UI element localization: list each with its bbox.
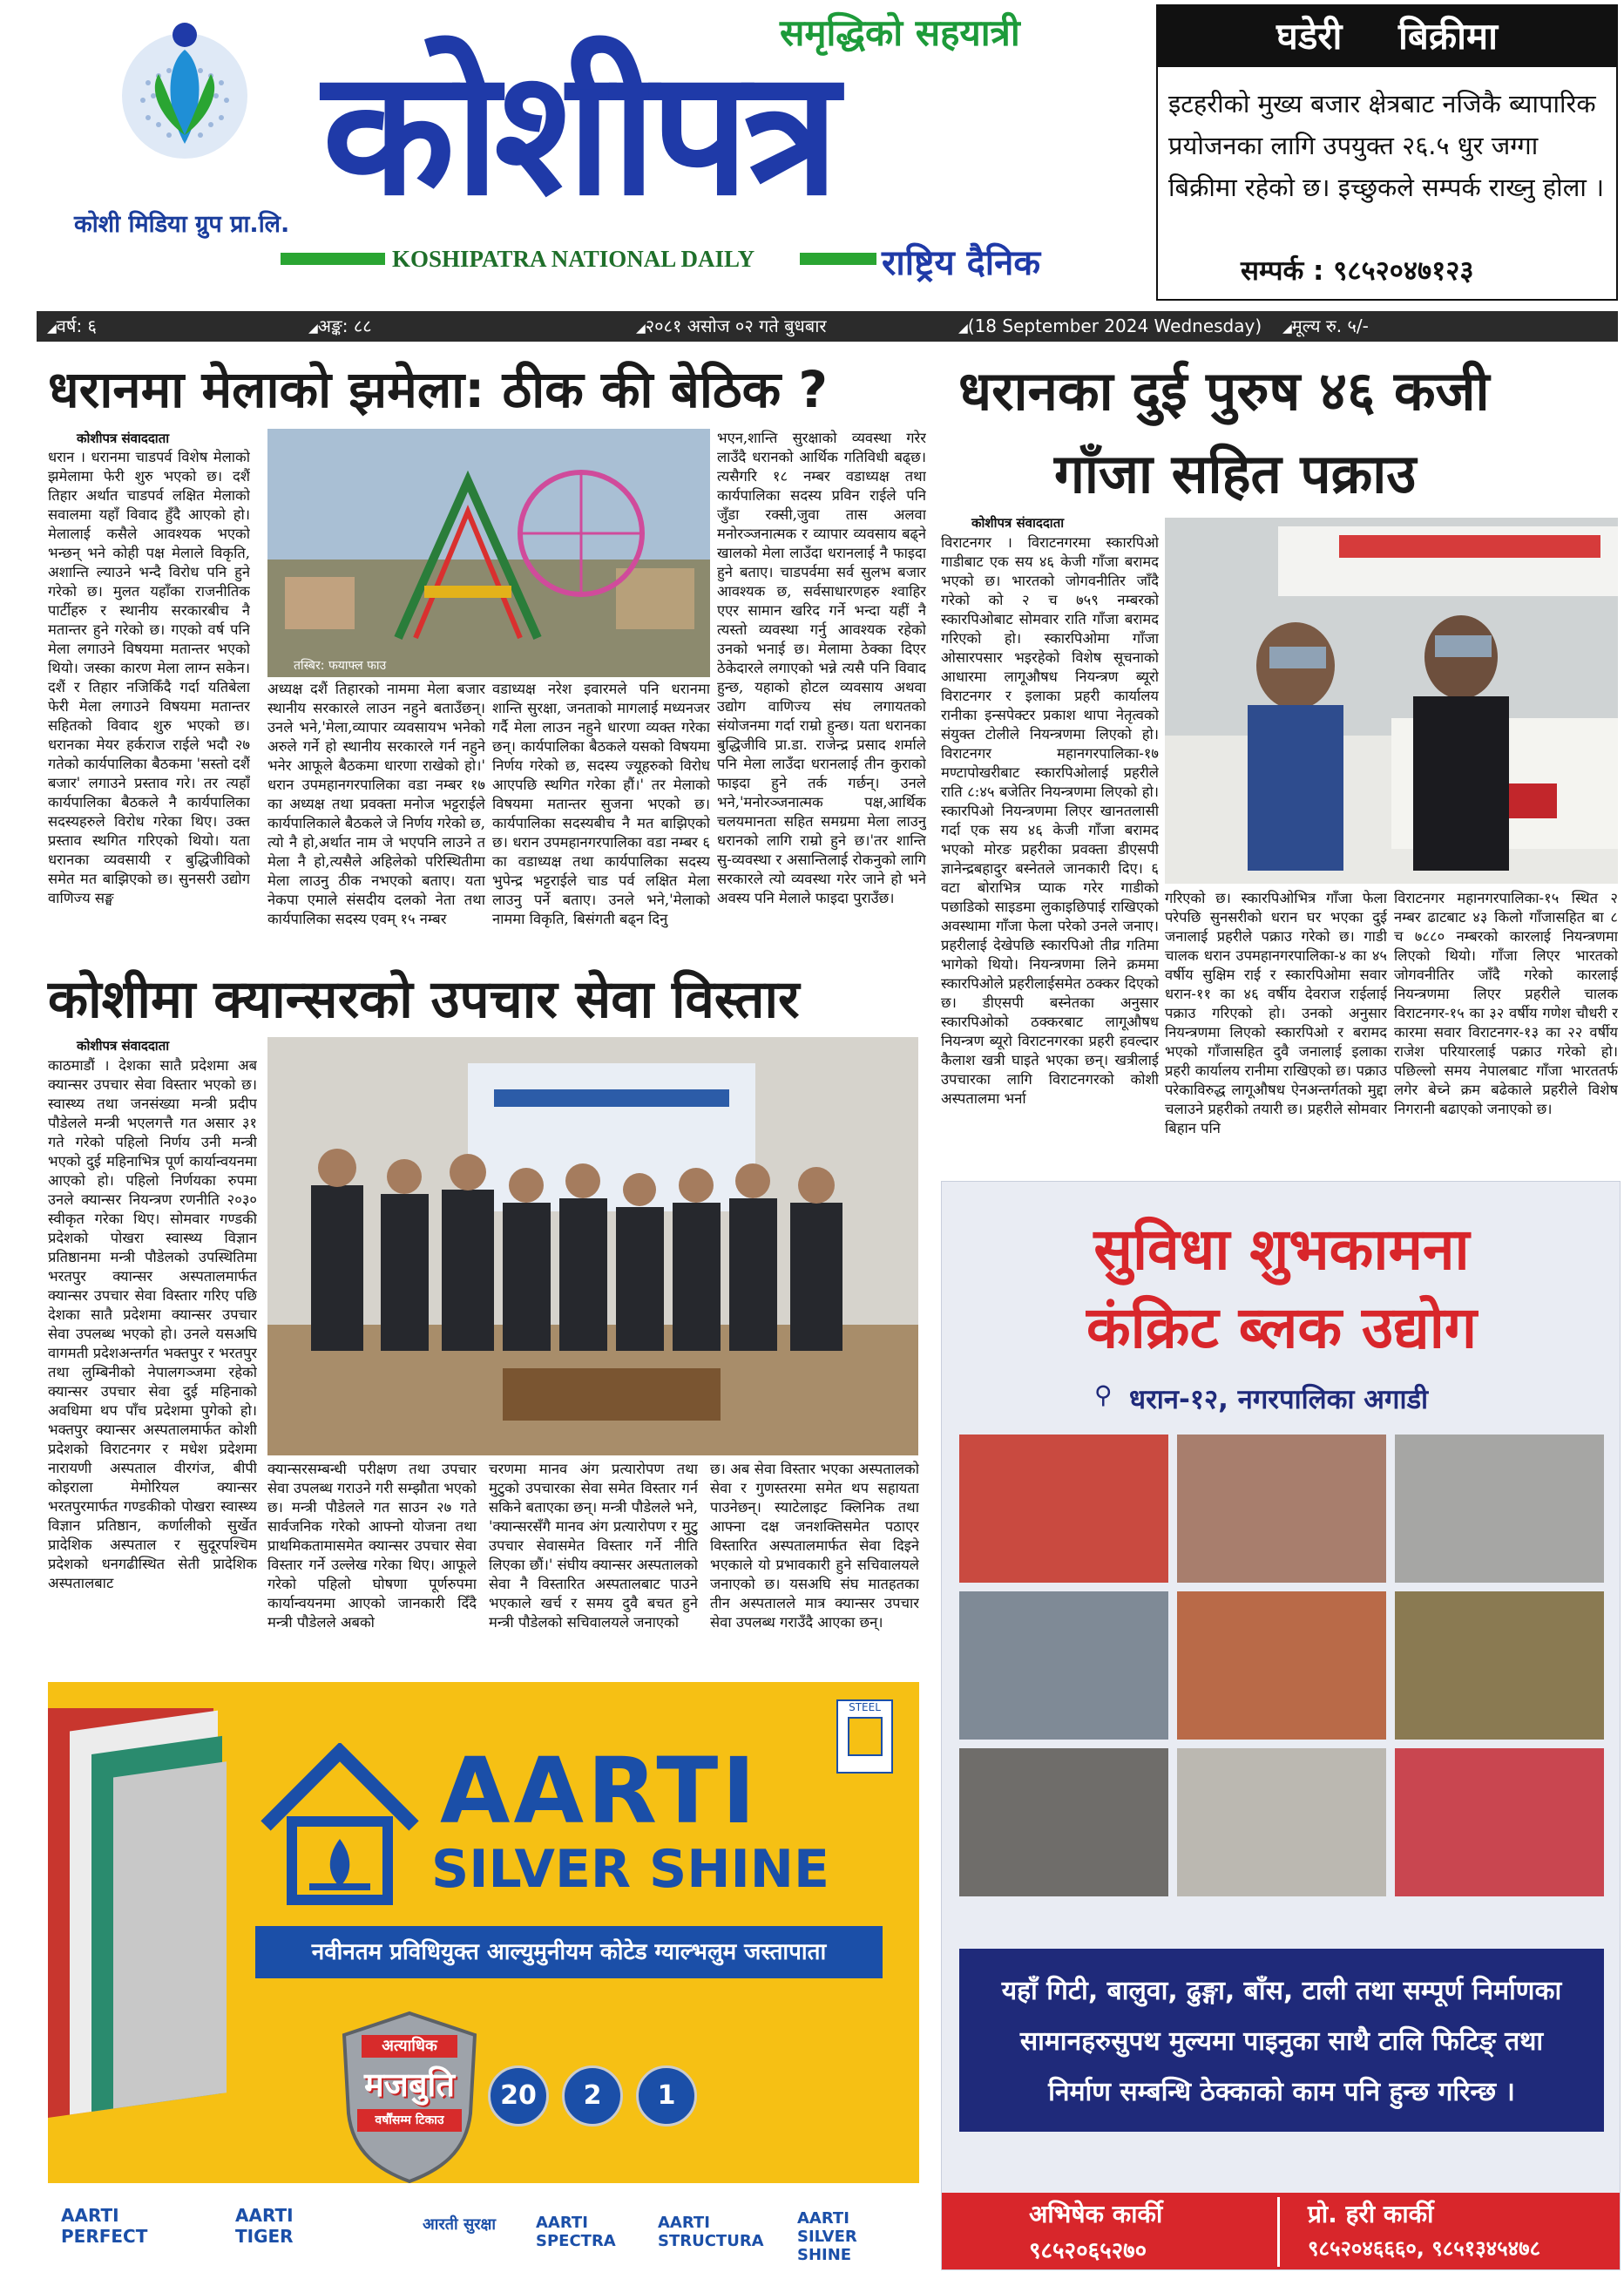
product-logo: AARTI TIGER — [235, 2205, 294, 2247]
story1-column: भएन,शान्ति सुरक्षाको व्यवस्था गरेर लाउँदै धरानको आर्थिक गतिविधी बढ्छ। त्यसैगरि १८ नम्बर वडाध्यक्ष तथा कार्यपालिका सदस्य प्रविन राईले पनि जुँडा रक्सी,जुवा तास अलवा मनोरञ्जनात्मक र व्यापार व्यवसाय बढ्ने खालको मेला लाउँदा धरानलाई नै फाइदा हुने बताए। चाडपर्वमा सर्व सुलभ बजार आवश्यक छ, सर्वसाधारणहरु श्वाहिर एएर सामान खरिद गर्ने भन्दा यहीं नै त्यस्तो व्यवस्था गर्नु आवश्यक रहेको उनको भनाई छ। मेलामा ठेक्का दिएर ठेकेदारले लगाएको भन्ने त्यसै पनि विवाद हुन्छ, यहाको होटल व्यवसाय अथवा उद्योग वाणिज्य संघ लगायतको संयोजनमा गर्दा राम्रो हुन्छ। यता धरानका बुद्धिजीवि प्रा.डा. राजेन्द्र प्रसाद शर्माले पनि मेला लाउँदा धरानलाई तीन कुराको फाइदा हुने तर्क गर्छन्। उनले भने,'मनोरञ्जनात्मक पक्ष,आर्थिक चलयमानता सहित समग्रमा मेला लाउनु धरानको लागि राम्रो हुने छ।'तर शान्ति सु-व्यवस्था र असान्तिलाई रोकनुको लागि सरकारले त्यो व्यवस्था गरेर जाने हो भने अवस्य पनि मेलाले फाइदा पुराउँछ। — [717, 430, 926, 906]
story2-column: विराटनगर । विराटनगरमा स्कारपिओ गाडीबाट एक सय ४६ केजी गाँजा बरामद भएको छ। भारतको जोगवनीतिर जाँदै गरेको को २ च ७५९ नम्बरको स्कारपिओबाट सोमवार राति गाँजा बरामद गरिएको हो। स्कारपिओमा गाँजा ओसारपसार भइरहेको विशेष सूचनाको आधारमा लागूऔषध नियन्त्रण ब्यूरो विराटनगर र इलाका प्रहरी कार्यालय रानीका इन्सपेक्टर प्रकाश थापा नेतृत्वको संयुक्त टोलीले नियन्त्रणमा लिएको हो। विराटनगर महानगरपालिका-१७ मण्टापोखरीबाट स्कारपिओलाई प्रहरीले राति ८:४५ बजेतिर नियन्त्रणमा लिएको हो। स्कारपिओ नियन्त्रणमा लिएर खानतलासी गर्दा एक सय ४६ केजी गाँजा बरामद भएको मोरङ प्रहरीका प्रवक्ता डीएसपी ज्ञानेन्द्रबहादुर बस्नेतले जानकारी दिए। ६ वटा बोराभित्र प्याक गरेर गाडीको पछाडिको साइडमा लुकाइछिपाई राखिएको अवस्थामा गाँजा फेला परेको उनले जनाए। प्रहरीलाई देखेपछि स्कारपिओ तीव्र गतिमा भागेको थियो। नियन्त्रणमा लिने क्रममा स्कारपिओले प्रहरीलाईसमेत ठक्कर दिएको छ। डीएसपी बस्नेतका अनुसार स्कारपिओको ठक्करबाट लागूऔषध नियन्त्रण ब्यूरो विराटनगरका प्रहरी हवल्दार कैलाश खत्री घाइते भएका छन्। खत्रीलाई उपचारका लागि विराटनगरको कोशी अस्पतालमा भर्ना — [941, 534, 1159, 1107]
price-label: ◢ मूल्य रु. ५/- — [1282, 311, 1369, 344]
dateline-bar — [37, 311, 1618, 342]
newspaper-title: कोशीपत्र — [322, 32, 835, 234]
story3-column: छ। अब सेवा विस्तार भएका अस्पतालको सेवा र गुणस्तरमा समेत थप सहायता पाउनेछन्। स्याटेलाइट क्लिनिक तथा आफ्ना दक्ष जनशक्तिसमेत पठाएर विस्तारित अस्पतालमार्फत सेवा दिइने भएकाले यो प्रभावकारी हुने सचिवालयले जनाएको छ। यसअघि संघ मातहतका तीन अस्पतालले मात्र क्यान्सर उपचार सेवा उपलब्ध गराउँदै आएका छन्। — [710, 1461, 919, 1631]
shield-line: वर्षौंसम्म टिकाउ — [357, 2109, 462, 2132]
story1-column: धरान । धरानमा चाडपर्व विशेष मेलाको झमेलामा फेरी शुरु भएको छ। दशैं तिहार अर्थात चाडपर्व लक्षित मेलाको सवालमा यहाँ विवाद हुँदै आएको हो। मेलालाई कसैले आवश्यक भएको भन्छन् भने कोही पक्ष मेलाले विकृति, अशान्ति ल्याउने भन्दै विरोध पनि हुने गरेको छ। मुलत यहाँका राजनीतिक पार्टीहरु र स्थानीय सरकारबीच नै मतान्तर हुने गरेको छ। गएको वर्ष पनि मेला लगाउने विषयमा मतान्तर भएको थियो। जस्का कारण मेला लाग्न सकेन।दशैं र तिहार नजिकिँदै गर्दा यतिबेला फेरी मेला लगाउने विषयमा मतान्तर सहितको विवाद शुरु भएको छ। धरानका मेयर हर्कराज राईले भदौ २७ गतेको कार्यपालिका बैठकमा 'सस्तो दशैं बजार' लगाउने प्रस्ताव गरे। तर त्यहाँ कार्यपालिका बैठकले नै कार्यपालिका सदस्यहरुले विरोध गरेका थिए। उक्त प्रस्ताव स्थगित गरिएको थियो। यता धरानका व्यवसायी र बुद्धिजीविको समेत मत बाझिएको छ। सुनसरी उद्योग वाणिज्य सङ्घ — [48, 449, 250, 906]
warranty-badge: 1 — [636, 2065, 697, 2126]
story3-headline: कोशीमा क्यान्सरको उपचार सेवा विस्तार — [48, 969, 800, 1030]
contact-strip — [942, 2193, 1621, 2270]
story1-column: अध्यक्ष दशैं तिहारको नाममा मेला बजार स्थानीय सरकारले लाउन नहुने बताउँछन्। उनले भने,'मेला,व्यापार व्यवसायभ भनेको अरुले गर्ने हो स्थानीय सरकारले गर्न नहुने भनेर आफूले बैठकमा धारणा राखेको हो।' धरान उपमहानगरपालिका वडा नम्बर १७ का अध्यक्ष तथा प्रवक्ता मनोज भट्टराईले कार्यपालिकाले बैठकले जे निर्णय गरेको छ, त्यो नै हो,अर्थात नाम जे भएपनि लाउने त मेला नै हो,त्यसैले अहिलेको परिस्थितीमा मेला लाउनु ठीक नभएको बताए। यता नेकपा एमाले संसदीय दलको नेता तथा कार्यपालिका सदस्य एवम् १५ नम्बर — [267, 681, 485, 927]
contact-phone: ९८५२०४६६६०, ९८५१३४५४७८ — [1308, 2236, 1541, 2261]
story3-byline: कोशीपत्र संवाददाता — [77, 1038, 170, 1054]
story2-column: विराटनगर महानगरपालिका-१५ स्थित २ नम्बर ढाटबाट ४३ किलो गाँजासहित बा ८ च ७८८० नम्बरको कारलाई नियन्त्रणमा लिएको थियो। गाँजा लिएर भारतको जोगवनीतिर जाँदै गरेको कारलाई नियन्त्रणमा लिएर प्रहरीले चालक विराटनगर-१५ का ३२ वर्षीय गणेश चौधरी र कारमा सवार विराटनगर-१३ का २२ वर्षीय राजेश परियारलाई पक्राउ गरेको हो। पछिल्लो समय नेपालबाट गाँजा भारततर्फ लगेर बेच्ने क्रम बढेकाले प्रहरीले विशेष निगरानी बढाएको जनाएको छ। — [1394, 890, 1618, 1117]
story2-headline: धरानका दुई पुरुष ४६ कजी — [958, 359, 1490, 423]
strength-shield — [335, 2009, 484, 2183]
shield-line: अत्याधिक — [362, 2035, 457, 2058]
product-strip — [48, 2183, 919, 2270]
aarti-mini-logo-icon — [848, 1717, 883, 1756]
divider — [800, 253, 876, 265]
english-name: KOSHIPATRA NATIONAL DAILY — [392, 246, 755, 272]
arrest-photo — [1165, 518, 1618, 884]
event-image — [267, 1037, 918, 1455]
classified-heading: घडेरी बिक्रीमा — [1158, 6, 1616, 67]
arrest-image — [1165, 518, 1618, 884]
story3-column: चरणमा मानव अंग प्रत्यारोपण तथा मुटुको उपचारका सेवा समेत विस्तार गर्न सकिने बताएका छन्। मन्त्री पौडेलले भने, 'क्यान्सरसँगै मानव अंग प्रत्यारोपण र मुटु उपचार सेवासमेत विस्तार गर्ने नीति लिएका छौं।' संघीय क्यान्सर अस्पतालको सेवा नै विस्तारित अस्पतालबाट पाउने भएकाले खर्च र समय दुवै बचत हुने मन्त्री पौडेलको सचिवालयले जनाएको — [489, 1461, 698, 1631]
story3-column: काठमाडौं । देशका सातै प्रदेशमा अब क्यान्सर उपचार सेवा विस्तार भएको छ। स्वास्थ्य तथा जनसंख्या मन्त्री प्रदीप पौडेलले मन्त्री भएलगत्तै गत असार ३१ गते गरेको पहिलो निर्णय उनी मन्त्री भएको दुई महिनाभित्र पूर्ण कार्यान्वयनमा आएको हो। पहिलो निर्णयका रुपमा उनले क्यान्सर नियन्त्रण रणनीति २०३० स्वीकृत गरेका थिए। सोमवार गण्डकी प्रदेशको पोखरा स्वास्थ्य विज्ञान प्रतिष्ठानमा मन्त्री पौडेलको उपस्थितिमा भरतपुर क्यान्सर अस्पतालमार्फत क्यान्सर उपचार सेवा विस्तार गरिए पछि देशका सातै प्रदेशमा क्यान्सर उपचार सेवा उपलब्ध भएको हो। उनले यसअघि वागमती प्रदेशअन्तर्गत भक्तपुर र भरतपुर तथा लुम्बिनीको नेपालगञ्जमा रहेको क्यान्सर उपचार सेवा दुई महिनाको अवधिमा थप पाँच प्रदेशमा पुगेको हो। भक्तपुर क्यान्सर अस्पतालमार्फत कोशी प्रदेशको विराटनगर र मधेश प्रदेशमा नारायणी अस्पताल वीरगंज, बीपी कोइराला मेमोरियल क्यान्सर भरतपुरमार्फत गण्डकीको पोखरा स्वास्थ्य विज्ञान प्रतिष्ठान, कर्णालीको सुर्खेत प्रादेशिक अस्पताल र सुदूरपश्चिम प्रदेशको धनगढीस्थित सेती प्रादेशिक अस्पतालबाट — [48, 1057, 257, 1591]
contact-phone: ९८५२०६५२७० — [1029, 2238, 1147, 2264]
ad-title: सुविधा शुभकामना — [1093, 1216, 1470, 1283]
year-label: ◢ वर्ष: ६ — [47, 311, 97, 344]
product-logo: AARTI STRUCTURA — [658, 2214, 764, 2250]
product-photo-grid — [959, 1435, 1604, 1909]
product-name: SILVER SHINE — [431, 1839, 829, 1900]
product-logo: AARTI SPECTRA — [536, 2214, 616, 2250]
services-notice: यहाँ गिटी, बालुवा, ढुङ्गा, बाँस, टाली तथा सम्पूर्ण निर्माणका सामानहरुसुपथ मुल्यमा पाइनुका साथै टालि फिटिङ् तथा निर्माण सम्बन्धि ठेक्काको काम पनि हुन्छ गरिन्छ । — [959, 1949, 1604, 2132]
product-logo: आरती सुरक्षा — [423, 2215, 497, 2234]
company-logo — [65, 13, 327, 240]
story1-headline: धरानमा मेलाको झमेला: ठीक की बेठिक ? — [48, 360, 828, 419]
story1-byline: कोशीपत्र संवाददाता — [77, 431, 170, 446]
product-logo: AARTI PERFECT — [61, 2205, 148, 2247]
fair-ride-image — [267, 429, 710, 677]
national-daily-label: राष्ट्रिय दैनिक — [882, 243, 1041, 283]
ad-address: धरान-१२, नगरपालिका अगाडी — [1129, 1384, 1429, 1415]
warranty-badge: 20 — [488, 2065, 549, 2126]
classified-body: इटहरीको मुख्य बजार क्षेत्रबाट नजिकै ब्यापारिक प्रयोजनका लागि उपयुक्त २६.५ धुर जग्गा बिक्रीमा रहेको छ। इच्छुकले सम्पर्क राख्नु होला । — [1168, 89, 1605, 202]
contact-name: प्रो. हरी कार्की — [1308, 2200, 1434, 2228]
divider — [1277, 2197, 1280, 2267]
brand-name: AARTI — [440, 1738, 760, 1844]
tagline: समृद्धिको सहयात्री — [780, 11, 1020, 54]
classified-ad — [1156, 4, 1618, 301]
location-pin-icon: ⚲ — [1094, 1380, 1113, 1409]
ad-subtitle: कंक्रिट ब्लक उद्योग — [1086, 1294, 1478, 1361]
aarti-advertisement — [48, 1682, 919, 2270]
concrete-block-advertisement — [941, 1181, 1621, 2270]
divider — [281, 253, 385, 265]
classified-contact: सम्पर्क : ९८५२०४७१२३ — [1241, 255, 1474, 287]
nepali-date: ◢ २०८१ असोज ०२ गते बुधबार — [636, 311, 827, 344]
story2-headline: गाँजा सहित पक्राउ — [1054, 442, 1417, 505]
shield-headline: मजबुति — [363, 2065, 456, 2104]
story1-column: वडाध्यक्ष नरेश इवारमले पनि धरानमा शान्ति सुरक्षा, जनताको मागलाई मध्यनजर गर्दै मेला लाउन नहुने धारणा व्यक्त गरेका छन्। कार्यपालिका बैठकले यसको विषयमा निर्णय गरेको छ, सदस्य ज्यूहरुको विरोध आएपछि स्थगित गरेका हौं।' तर मेलाको विषयमा मतान्तर सुजना भएको छ। कार्यपालिका सदस्यबीच नै मत बाझिएको छ। धरान उपमहानगरपालिका वडा नम्बर ६ का वडाध्यक्ष तथा कार्यपालिका सदस्य भुपेन्द्र भट्टराईले चाड पर्व लक्षित मेला लाउनु पर्ने बताए। उनले भने,'मेलाको नाममा विकृति, बिसंगती बढ्न दिनु — [492, 681, 710, 927]
company-name: कोशी मिडिया ग्रुप प्रा.लि. — [74, 211, 290, 238]
issue-label: ◢ अङ्क: ८८ — [308, 311, 372, 344]
warranty-badge: 2 — [562, 2065, 623, 2126]
roofing-sheets-image — [48, 1708, 266, 2126]
fair-photo — [267, 429, 710, 677]
steel-badge-label: STEEL — [849, 1701, 881, 1713]
cancer-event-photo — [267, 1037, 918, 1455]
steel-badge — [836, 1699, 893, 1774]
ad-tagline: नवीनतम प्रविधियुक्त आल्युमुनीयम कोटेड ग्याल्भलुम जस्तापाता — [255, 1926, 883, 1978]
english-date: ◢ (18 September 2024 Wednesday) — [958, 311, 1262, 344]
aarti-house-logo-icon — [257, 1743, 423, 1909]
globe-logo-icon — [113, 13, 257, 166]
story3-column: क्यान्सरसम्बन्धी परीक्षण तथा उपचार सेवा उपलब्ध गराउने गरी सम्झौता भएको छ। मन्त्री पौडेलले गत साउन २७ गते सार्वजनिक गरेको आफ्नो योजना तथा प्राथमिकतामासमेत क्यान्सर उपचार सेवा विस्तार गर्ने उल्लेख गरेका थिए। आफूले गरेको पहिलो घोषणा पूर्णरुपमा कार्यान्वयनमा आएको जानकारी दिँदै मन्त्री पौडेलले अबको — [267, 1461, 477, 1631]
photo-caption: तस्बिर: फयाफ्ल फाउ — [294, 659, 387, 673]
story2-column: गरिएको छ। स्कारपिओभित्र गाँजा फेला परेपछि सुनसरीको धरान घर भएका दुई जनालाई प्रहरीले पक्राउ गरेको छ। गाडी चालक धरान उपमहानगरपालिका-४ का ४५ वर्षीय सुक्षिम राई र स्कारपिओमा सवार धरान-११ का ४६ वर्षीय देवराज राईलाई पक्राउ गरिएको हो। उनको अनुसार नियन्त्रणमा लिएको स्कारपिओ र बरामद भएको गाँजासहित दुवै जनालाई इलाका प्रहरी कार्यालय रानीमा राखिएको छ। पक्राउ परेकाविरुद्ध लागूऔषध ऐनअन्तर्गतको मुद्दा चलाउने प्रहरीको तयारी छ। प्रहरीले सोमवार बिहान पनि — [1165, 890, 1387, 1136]
story2-byline: कोशीपत्र संवाददाता — [971, 515, 1065, 531]
contact-name: अभिषेक कार्की — [1029, 2200, 1163, 2228]
product-logo: AARTI SILVER SHINE — [797, 2209, 857, 2264]
